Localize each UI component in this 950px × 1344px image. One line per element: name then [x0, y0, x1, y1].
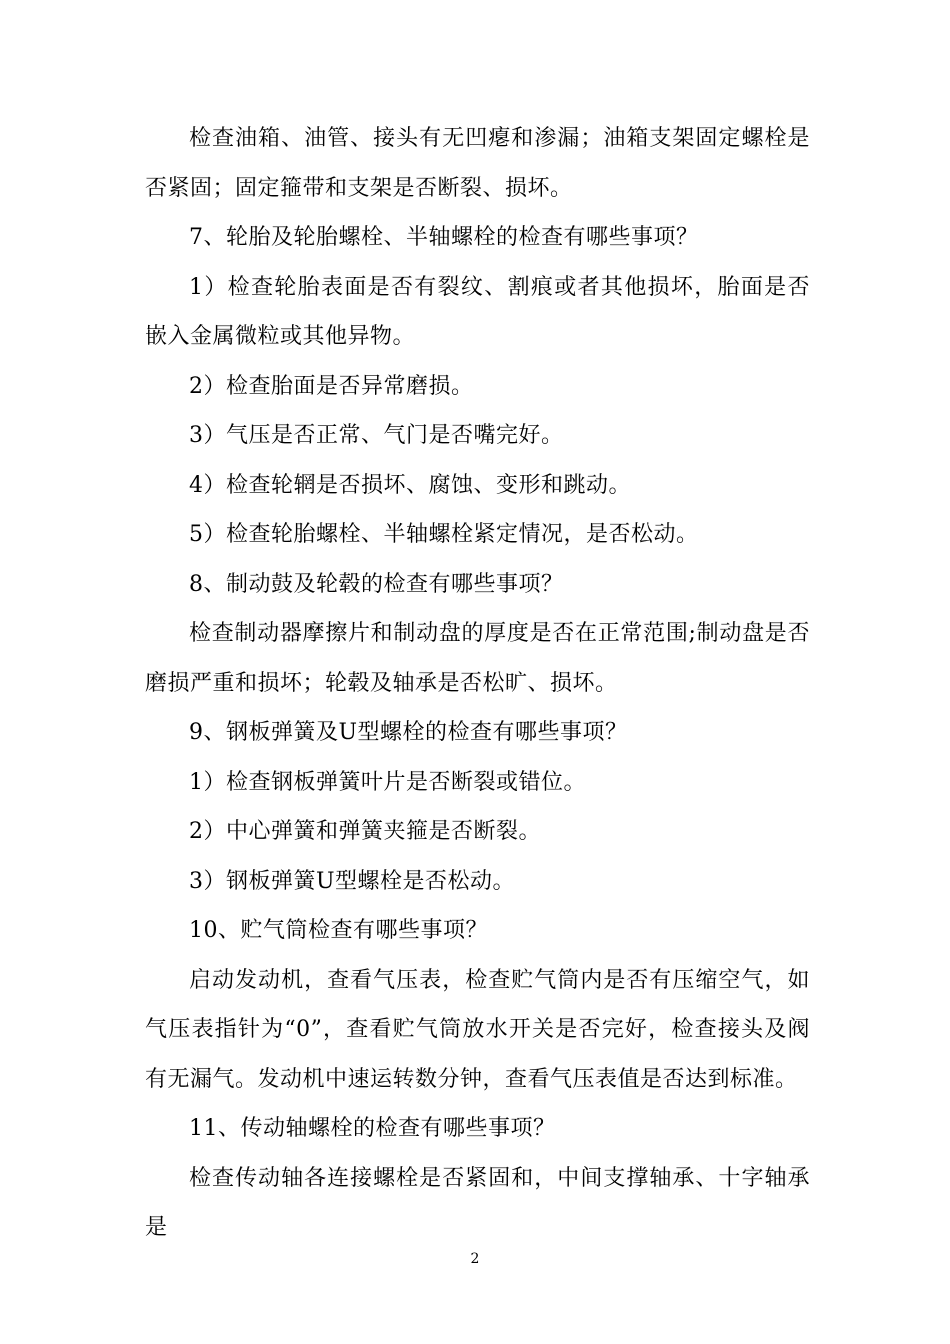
list-item-tire-5: 5）检查轮胎螺栓、半轴螺栓紧定情况，是否松动。 — [189, 522, 699, 547]
paragraph-air-tank: 启动发动机，查看气压表，检查贮气筒内是否有压缩空气，如气压表指针为“0”，查看贮气筒放水开关是否完好，检查接头及阀有无漏气。发动机中速运转数分钟，查看气压表值是否达到标准。 — [145, 967, 810, 1092]
page-number: 2 — [470, 1251, 480, 1267]
list-item-spring-2: 2）中心弹簧和弹簧夹箍是否断裂。 — [189, 819, 541, 844]
list-item-tire-4: 4）检查轮辋是否损坏、腐蚀、变形和跳动。 — [189, 472, 631, 498]
heading-q7-tires: 7、轮胎及轮胎螺栓、半轴螺栓的检查有哪些事项？ — [189, 225, 699, 250]
list-item-spring-1: 1）检查钢板弹簧叶片是否断裂或错位。 — [189, 769, 586, 795]
body-text — [145, 114, 810, 1253]
list-item-spring-3: 3）钢板弹簧U型螺栓是否松动。 — [189, 868, 516, 894]
heading-q9-leaf-spring: 9、钢板弹簧及U型螺栓的检查有哪些事项？ — [189, 720, 628, 745]
heading-q11-drive-shaft: 11、传动轴螺栓的检查有哪些事项？ — [189, 1116, 556, 1141]
list-item-tire-3: 3）气压是否正常、气门是否嘴完好。 — [189, 423, 564, 448]
paragraph-drive-shaft: 检查传动轴各连接螺栓是否紧固和，中间支撑轴承、十字轴承是 — [145, 1165, 810, 1240]
heading-q10-air-tank: 10、贮气筒检查有哪些事项？ — [189, 918, 488, 943]
paragraph-fuel-tank: 检查油箱、油管、接头有无凹瘪和渗漏；油箱支架固定螺栓是否紧固；固定箍带和支架是否断裂、损坏。 — [145, 126, 810, 201]
list-item-tire-1: 1）检查轮胎表面是否有裂纹、割痕或者其他损坏，胎面是否嵌入金属微粒或其他异物。 — [145, 274, 810, 349]
paragraph-brake-drum: 检查制动器摩擦片和制动盘的厚度是否在正常范围;制动盘是否磨损严重和损坏；轮毂及轴承是否松旷、损坏。 — [145, 621, 810, 696]
list-item-tire-2: 2）检查胎面是否异常磨损。 — [189, 373, 474, 399]
heading-q8-brake-drum: 8、制动鼓及轮毂的检查有哪些事项？ — [189, 571, 564, 597]
